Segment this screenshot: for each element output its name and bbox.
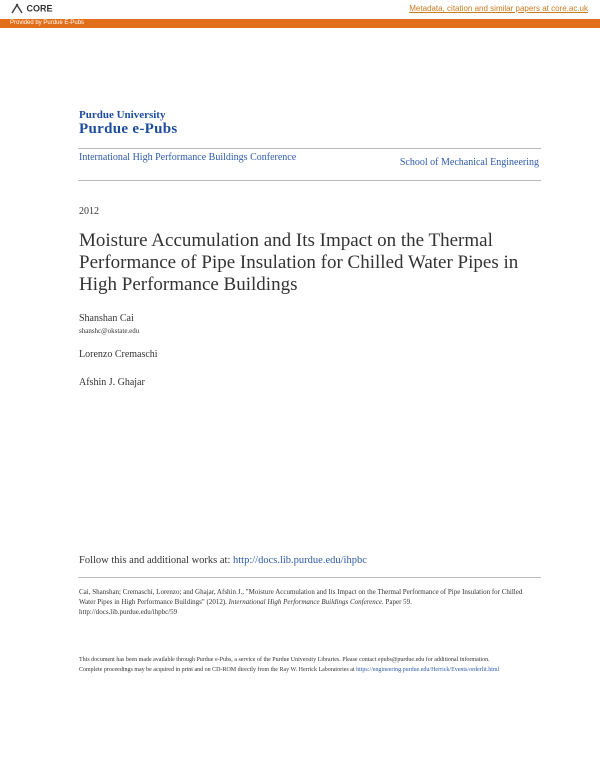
department-link[interactable]: School of Mechanical Engineering [399, 157, 539, 168]
author-name: Lorenzo Cremaschi [79, 349, 158, 360]
core-logo-icon [10, 3, 24, 15]
citation-block [79, 587, 529, 617]
core-metadata-link[interactable]: Metadata, citation and similar papers at core.ac.uk [409, 4, 588, 13]
core-header-bar [0, 0, 600, 19]
core-logo-text: CORE [26, 3, 53, 14]
notice-line2: Complete proceedings may be acquired in print and on CD-ROM directly from the Ray W. Herrick Laboratories at [79, 667, 357, 673]
paper-title: Moisture Accumulation and Its Impact on the Thermal Performance of Pipe Insulation for Chilled Water Pipes in High Performance Buildings [79, 230, 519, 295]
citation-url[interactable]: http://docs.lib.purdue.edu/ihpbc/59 [79, 608, 178, 616]
notice-line1: This document has been made available through Purdue e-Pubs, a service of the Purdue University Libraries. Please contact epubs@purdue.edu for additional information. [79, 657, 490, 663]
divider-bottom [78, 180, 541, 181]
publication-year: 2012 [79, 206, 99, 217]
university-name[interactable]: Purdue University [79, 109, 166, 121]
repository-name[interactable]: Purdue e-Pubs [79, 121, 178, 137]
author-name: Afshin J. Ghajar [79, 377, 145, 388]
author-email[interactable]: shanshc@okstate.edu [79, 327, 140, 335]
notice-block [79, 655, 529, 675]
citation-text: Cai, Shanshan; Cremaschi, Lorenzo; and Ghajar, Afshin J., "Moisture Accumulation and Its Impact on the Thermal Performance of Pipe Insulation for Chilled Water Pipes in High Performance Buildings" (2012). [79, 588, 523, 606]
citation-journal: International High Performance Buildings Conference. [228, 598, 384, 606]
follow-link[interactable]: http://docs.lib.purdue.edu/ihpbc [233, 555, 367, 566]
provided-by-text: Provided by Purdue E-Pubs [10, 20, 85, 26]
core-logo[interactable] [10, 3, 53, 15]
follow-text: Follow this and additional works at: [79, 555, 233, 566]
provider-bar [0, 19, 600, 28]
divider-top [78, 148, 541, 149]
series-link[interactable]: International High Performance Buildings Conference [79, 152, 297, 163]
divider-citation [78, 577, 541, 578]
author-name: Shanshan Cai [79, 313, 134, 324]
herrick-link[interactable]: https://engineering.purdue.edu/Herrick/Events/orderlit.html [356, 667, 500, 673]
follow-line [79, 555, 367, 566]
citation-paper: Paper 59. [383, 598, 412, 606]
